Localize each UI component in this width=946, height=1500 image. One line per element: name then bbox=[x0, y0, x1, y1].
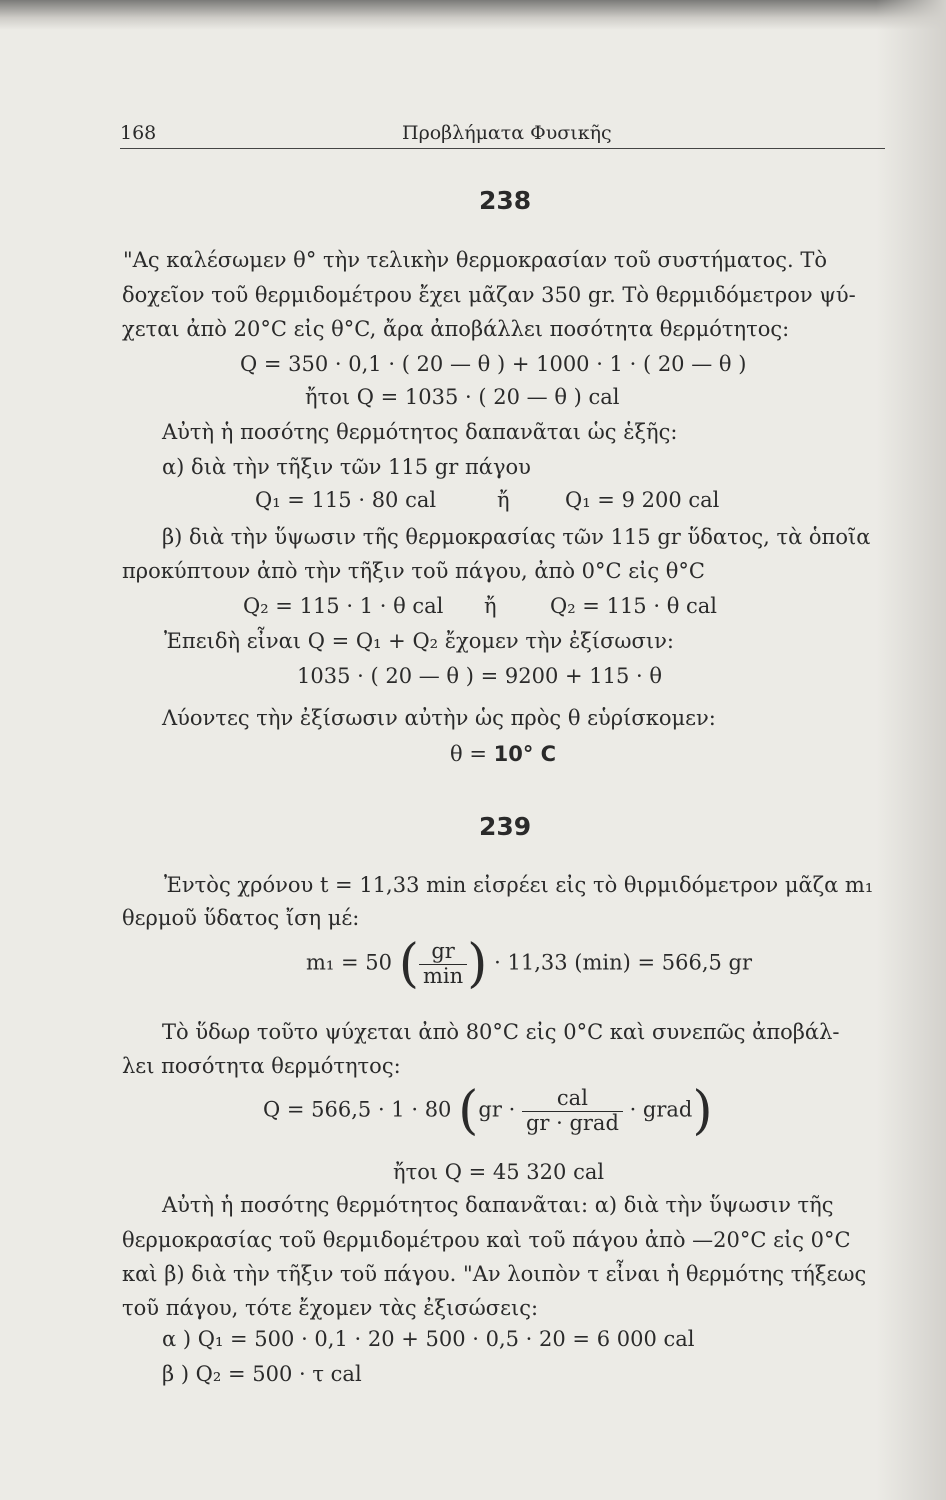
text-line: θερμοῦ ὕδατος ἴση μέ: bbox=[122, 906, 360, 930]
text-line: χεται ἀπὸ 20°C εἰς θ°C, ἄρα ἀποβάλλει ποσότητα θερμότητος: bbox=[122, 317, 790, 341]
equation: ἤτοι Q = 45 320 cal bbox=[393, 1160, 605, 1184]
equation: Q₁ = 115 · 80 cal bbox=[255, 488, 437, 512]
eq-right: · 11,33 (min) = 566,5 gr bbox=[494, 950, 753, 975]
top-edge-shadow bbox=[0, 0, 946, 30]
equation: Q₂ = 115 · θ cal bbox=[550, 594, 718, 618]
equation: Q₂ = 115 · 1 · θ cal bbox=[243, 594, 444, 618]
fraction bbox=[522, 1087, 623, 1134]
equation-or: ἤ bbox=[484, 594, 497, 618]
text-line: τοῦ πάγου, τότε ἔχομεν τὰς ἐξισώσεις: bbox=[122, 1296, 539, 1320]
page-number: 168 bbox=[120, 122, 157, 144]
problem-number-239: 239 bbox=[479, 812, 532, 841]
text-line: β) διὰ τὴν ὕψωσιν τῆς θερμοκρασίας τῶν 115 gr ὕδατος, τὰ ὁποῖα bbox=[162, 525, 871, 549]
close-paren: ) bbox=[692, 1081, 713, 1141]
text-line: α) διὰ τὴν τῆξιν τῶν 115 gr πάγου bbox=[162, 455, 531, 479]
text-line: Ἐπειδὴ εἶναι Q = Q₁ + Q₂ ἔχομεν τὴν ἐξίσωσιν: bbox=[164, 629, 674, 653]
text-line: καὶ β) διὰ τὴν τῆξιν τοῦ πάγου. "Αν λοιπὸν τ εἶναι ἡ θερμότης τήξεως bbox=[122, 1262, 867, 1286]
result-prefix: θ = bbox=[450, 742, 494, 766]
equation: β ) Q₂ = 500 · τ cal bbox=[162, 1362, 362, 1386]
text-line: λει ποσότητα θερμότητος: bbox=[122, 1054, 401, 1078]
result-equation bbox=[450, 742, 556, 766]
denominator: gr · grad bbox=[522, 1111, 623, 1135]
open-paren: ( bbox=[398, 934, 419, 994]
equation: Q = 350 · 0,1 · ( 20 — θ ) + 1000 · 1 · ( 20 — θ ) bbox=[240, 352, 747, 376]
text-line: Λύοντες τὴν ἐξίσωσιν αὐτὴν ὡς πρὸς θ εὑρίσκομεν: bbox=[162, 706, 716, 730]
text-line: Τὸ ὕδωρ τοῦτο ψύχεται ἀπὸ 80°C εἰς 0°C καὶ συνεπῶς ἀποβάλ- bbox=[162, 1020, 840, 1044]
eq-pre: gr · bbox=[478, 1097, 516, 1122]
equation-or: ἤ bbox=[497, 488, 510, 512]
fraction bbox=[419, 940, 467, 987]
numerator: gr bbox=[431, 939, 455, 964]
text-line: δοχεῖον τοῦ θερμιδομέτρου ἔχει μᾶζαν 350 gr. Τὸ θερμιδόμετρον ψύ- bbox=[122, 283, 856, 307]
denominator: min bbox=[419, 964, 467, 988]
text-line: Αὐτὴ ἡ ποσότης θερμότητος δαπανᾶται ὡς ἑξῆς: bbox=[162, 420, 678, 444]
equation: ἤτοι Q = 1035 · ( 20 — θ ) cal bbox=[305, 385, 620, 409]
close-paren: ) bbox=[467, 934, 488, 994]
right-edge-shadow bbox=[876, 0, 946, 1500]
eq-post: · grad bbox=[629, 1097, 693, 1122]
eq-left: m₁ = 50 bbox=[306, 950, 392, 975]
equation: Q₁ = 9 200 cal bbox=[565, 488, 720, 512]
page-header bbox=[120, 120, 885, 149]
equation: 1035 · ( 20 — θ ) = 9200 + 115 · θ bbox=[297, 664, 663, 688]
text-line: θερμοκρασίας τοῦ θερμιδομέτρου καὶ τοῦ πάγου ἀπὸ —20°C εἰς 0°C bbox=[122, 1228, 851, 1252]
running-title: Προβλήματα Φυσικῆς bbox=[402, 122, 612, 144]
equation: α ) Q₁ = 500 · 0,1 · 20 + 500 · 0,5 · 20 = 6 000 cal bbox=[162, 1327, 695, 1351]
equation-mass bbox=[306, 934, 753, 994]
text-line: "Ας καλέσωμεν θ° τὴν τελικὴν θερμοκρασίαν τοῦ συστήματος. Τὸ bbox=[123, 248, 828, 272]
equation-heat bbox=[263, 1081, 713, 1141]
open-paren: ( bbox=[458, 1081, 479, 1141]
problem-number-238: 238 bbox=[479, 186, 532, 215]
text-line: Αὐτὴ ἡ ποσότης θερμότητος δαπανᾶται: α) διὰ τὴν ὕψωσιν τῆς bbox=[162, 1193, 834, 1217]
eq-left: Q = 566,5 · 1 · 80 bbox=[263, 1097, 452, 1122]
numerator: cal bbox=[556, 1086, 588, 1111]
text-line: προκύπτουν ἀπὸ τὴν τῆξιν τοῦ πάγου, ἀπὸ 0°C εἰς θ°C bbox=[122, 559, 705, 583]
result-value: 10° C bbox=[493, 742, 557, 766]
text-line: Ἐντὸς χρόνου t = 11,33 min εἰσρέει εἰς τὸ θιρμιδόμετρον μᾶζα m₁ bbox=[164, 873, 874, 897]
